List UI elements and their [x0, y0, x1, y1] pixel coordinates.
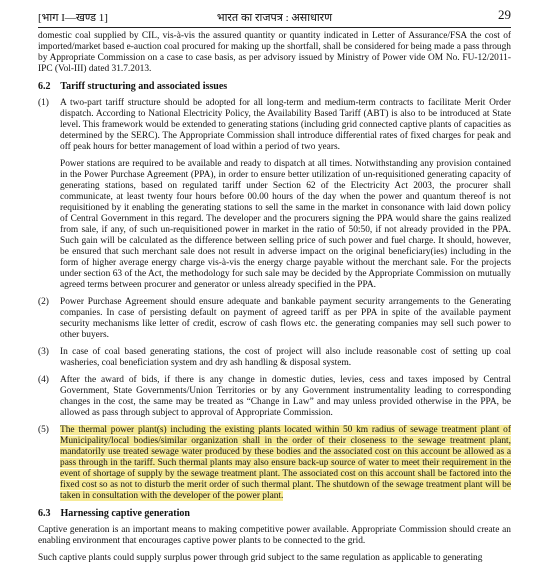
section-title: Harnessing captive generation [60, 508, 190, 519]
list-item-1-continuation: Power stations are required to be available and ready to dispatch at all times. Notwithstanding any provision contained in the Power Purchase Agreement (PPA), in order to ensure better utilization of un-requisitioned generating capacity of generating stations, based on regulated tariff under Section 62 of the Electricity Act 2003, the procurer shall communicate, at least twenty four hours before 00.00 hours of the day when the power and quantum thereof is not requisitioned by it enabling the generating stations to sell the same in the market in consonance with laid down policy of Central Government in this regard. The developer and the procurers signing the PPA would share the gains realized from sale, if any, of such un-requisitioned power in market in the ratio of 50:50, if not already provided in the PPA. Such gain will be calculated as the difference between selling price of such power and fuel charge. It should, however, be ensured that such merchant sale does not result in adverse impact on the original beneficiary(ies) including in the form of higher average energy charge vis-à-vis the energy charge payable without the merchant sale. For the projects under section 63 of the Act, the methodology for such sale may be decided by the Appropriate Commission on mutually agreed terms between procurer and generator or unless already specified in the PPA. [60, 159, 511, 290]
section-title: Tariff structuring and associated issues [60, 81, 228, 92]
list-item-2 [38, 297, 511, 341]
list-item-4 [38, 375, 511, 419]
page-header [38, 8, 511, 24]
highlighted-text-block [60, 425, 511, 502]
section-number: 6.3 [38, 508, 51, 519]
header-gazette-title: भारत का राजपत्र : असाधारण [216, 12, 333, 24]
item-number: (5) [38, 425, 49, 435]
list-item-3 [38, 347, 511, 369]
item-text: A two-part tariff structure should be adopted for all long-term and medium-term contracts to facilitate Merit Order dispatch. According to National Electricity Policy, the Availability Based Tariff (ABT) is also to be introduced at State level. This framework would be extended to generating stations (including grid connected captive plants of capacities as determined by the SERC). The Appropriate Commission shall introduce differential rates of fixed charges for peak and off peak hours for better management of load within a period of two years. [60, 98, 511, 152]
header-part-label: [भाग I—खण्ड 1] [38, 12, 108, 24]
intro-paragraph: domestic coal supplied by CIL, vis-à-vis the assured quantity or quantity indicated in Letter of Assurance/FSA the cost of imported/market based e-auction coal procured for making up the shortfall, shall be considered for being made a pass through by Appropriate Commission on a case to case basis, as per advisory issued by Ministry of Power vide OM No. FU-12/2011-IPC (Vol-III) dated 31.7.2013. [38, 31, 511, 74]
section-number: 6.2 [38, 81, 51, 92]
item-number: (2) [38, 297, 49, 307]
header-rule [38, 27, 511, 28]
item-number: (1) [38, 98, 49, 108]
item-number: (4) [38, 375, 49, 385]
list-item-5 [38, 425, 511, 502]
section-6-3-paragraph: Captive generation is an important means to making competitive power available. Appropriate Commission should create an enabling environment that encourages captive power plants to be connected to the grid. [38, 525, 511, 546]
section-heading-6-2 [38, 81, 511, 92]
item-text: Power Purchase Agreement should ensure adequate and bankable payment security arrangements to the Generating companies. In case of persisting default on payment of agreed tariff as per PPA in spite of the available payment security mechanisms like letter of credit, escrow of cash flows etc. the generating companies may sell such power to other buyers. [60, 297, 511, 340]
item-text: In case of coal based generating stations, the cost of project will also include reasonable cost of setting up coal washeries, coal beneficiation system and dry ash handling & disposal system. [60, 347, 511, 368]
item-number: (3) [38, 347, 49, 357]
list-item-1 [38, 98, 511, 153]
section-heading-6-3 [38, 508, 511, 519]
page-content [38, 31, 511, 564]
section-6-3-partial-line: Such captive plants could supply surplus power through grid subject to the same regulation as applicable to generating [38, 553, 483, 563]
highlighted-item-text: The thermal power plant(s) including the existing plants located within 50 km radius of sewage treatment plant of Municipality/local bodies/similar organization shall in the order of their closeness to the sewage treatment plant, mandatorily use treated sewage water produced by these bodies and the associated cost on this account be allowed as a pass through in the tariff. Such thermal plants may also ensure back-up source of water to meet their requirement in the event of shortage of supply by the sewage treatment plant. The associated cost on this account shall be factored into the fixed cost so as not to disturb the merit order of such thermal plant. The shutdown of the sewage treatment plant will be taken in consultation with the developer of the power plant. [60, 425, 511, 501]
item-text: After the award of bids, if there is any change in domestic duties, levies, cess and taxes imposed by Central Government, State Governments/Union Territories or by any Government instrumentality leading to corresponding changes in the cost, the same may be treated as “Change in Law” and may unless provided otherwise in the PPA, be allowed as pass through subject to approval of Appropriate Commission. [60, 375, 511, 418]
page-number: 29 [498, 7, 511, 22]
